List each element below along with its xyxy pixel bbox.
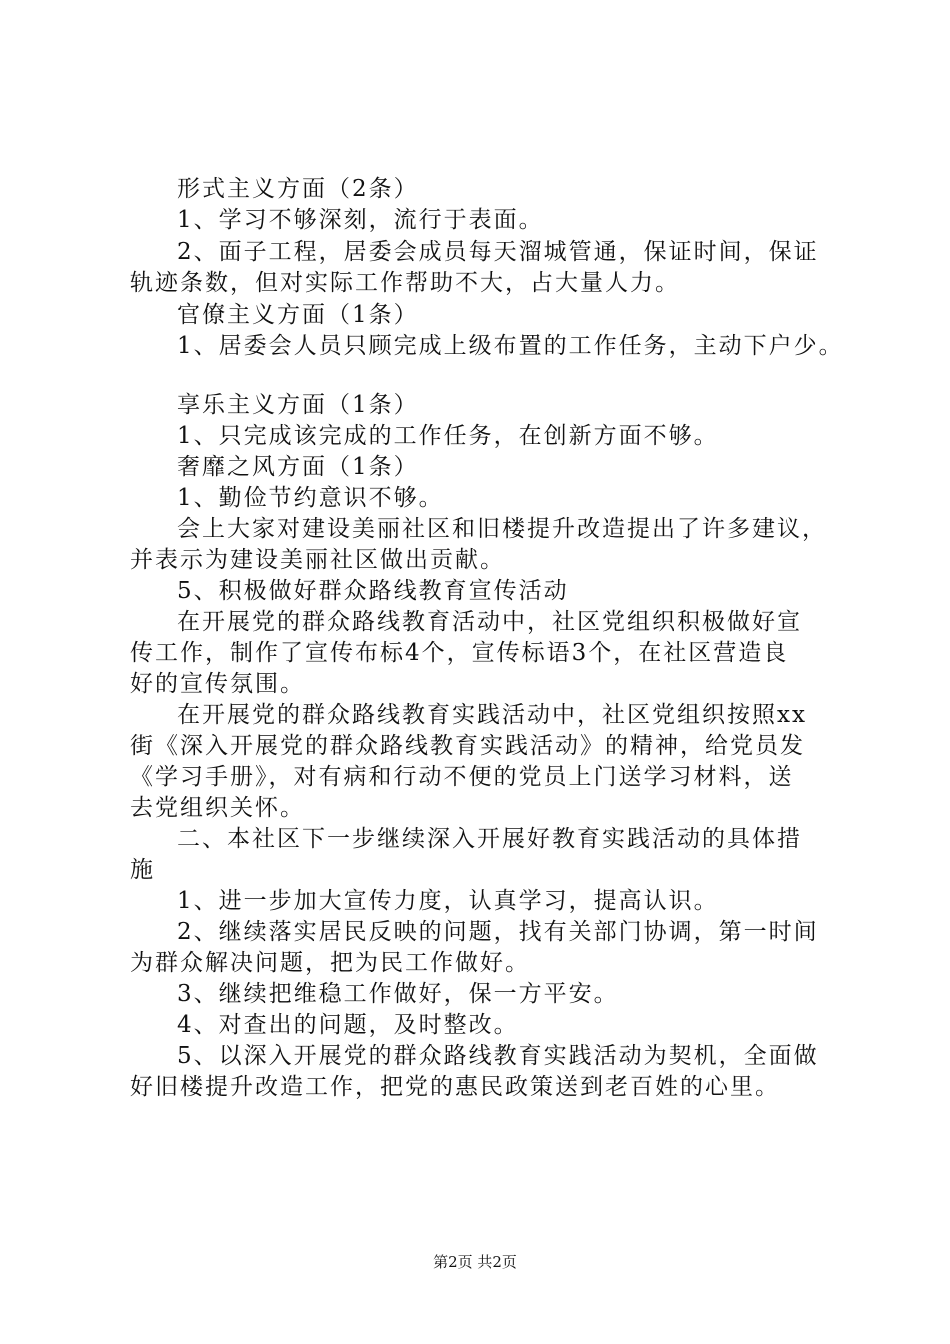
paragraph-line: 在开展党的群众路线教育活动中，社区党组织积极做好宣	[177, 609, 802, 635]
heading-extravagance: 奢靡之风方面（1条）	[177, 454, 419, 480]
paragraph-line: 好的宣传氛围。	[130, 671, 305, 697]
paragraph-line: 1、只完成该完成的工作任务，在创新方面不够。	[177, 423, 719, 449]
paragraph-line: 2、继续落实居民反映的问题，找有关部门协调，第一时间	[177, 919, 819, 945]
page-number-footer: 第2页 共2页	[433, 1253, 517, 1271]
heading-hedonism: 享乐主义方面（1条）	[177, 392, 419, 418]
paragraph-line: 1、勤俭节约意识不够。	[177, 485, 444, 511]
paragraph-line: 2、面子工程，居委会成员每天溜城管通，保证时间，保证	[177, 239, 819, 265]
paragraph-line: 1、进一步加大宣传力度，认真学习，提高认识。	[177, 888, 719, 914]
paragraph-line: 在开展党的群众路线教育实践活动中，社区党组织按照xx	[177, 702, 807, 728]
paragraph-line: 4、对查出的问题，及时整改。	[177, 1012, 519, 1038]
paragraph-line: 为群众解决问题，把为民工作做好。	[130, 950, 530, 976]
paragraph-line: 好旧楼提升改造工作，把党的惠民政策送到老百姓的心里。	[130, 1074, 780, 1100]
heading-bureaucratism: 官僚主义方面（1条）	[177, 302, 419, 328]
paragraph-line: 1、学习不够深刻，流行于表面。	[177, 207, 544, 233]
section-heading: 5、积极做好群众路线教育宣传活动	[177, 578, 569, 604]
paragraph-line: 街《深入开展党的群众路线教育实践活动》的精神，给党员发	[130, 733, 805, 759]
paragraph-line: 会上大家对建设美丽社区和旧楼提升改造提出了许多建议，	[177, 516, 827, 542]
paragraph-line: 1、居委会人员只顾完成上级布置的工作任务，主动下户少。	[177, 333, 844, 359]
paragraph-line: 5、以深入开展党的群众路线教育实践活动为契机，全面做	[177, 1043, 819, 1069]
paragraph-line: 传工作，制作了宣传布标4个，宣传标语3个，在社区营造良	[130, 640, 789, 666]
paragraph-line: 3、继续把维稳工作做好，保一方平安。	[177, 981, 619, 1007]
paragraph-line: 去党组织关怀。	[130, 795, 305, 821]
paragraph-line: 《学习手册》，对有病和行动不便的党员上门送学习材料，送	[130, 764, 794, 790]
paragraph-line: 施	[130, 857, 155, 883]
paragraph-line: 并表示为建设美丽社区做出贡献。	[130, 547, 505, 573]
section-heading: 二、本社区下一步继续深入开展好教育实践活动的具体措	[177, 826, 802, 852]
paragraph-line: 轨迹条数，但对实际工作帮助不大，占大量人力。	[130, 270, 680, 296]
heading-formalism: 形式主义方面（2条）	[177, 176, 419, 202]
